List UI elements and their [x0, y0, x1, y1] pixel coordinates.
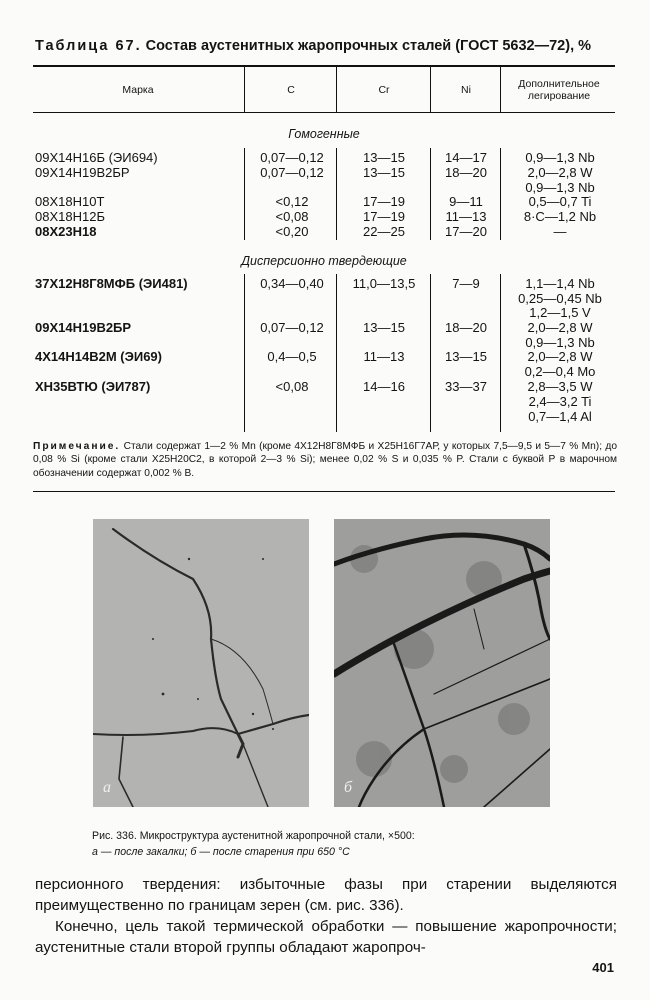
table-row-additional: 0,7—1,4 Al: [528, 409, 592, 424]
table-row-c: <0,20: [275, 224, 309, 239]
table-row-cr: 17—19: [363, 194, 405, 209]
table-row-grade: 09Х14Н16Б (ЭИ694): [35, 150, 158, 165]
figure-caption-line1: Рис. 336. Микроструктура аустенитной жаропрочной стали, ×500:: [92, 830, 415, 842]
page-number: 401: [592, 960, 614, 975]
header-divider: [336, 67, 337, 112]
table-row-cr: 14—16: [363, 379, 405, 394]
micrograph-a: [93, 519, 309, 807]
table-row-grade: 09Х14Н19В2БР: [35, 320, 132, 335]
micrograph-a-label: а: [103, 779, 111, 796]
table-row-ni: 14—17: [445, 150, 487, 165]
table-row-additional: 2,0—2,8 W: [527, 349, 593, 364]
table-row-grade: ХН35ВТЮ (ЭИ787): [35, 379, 151, 394]
table-note: [33, 440, 617, 480]
table-row-additional: 0,2—0,4 Mo: [524, 364, 596, 379]
table-caption-text: Состав аустенитных жаропрочных сталей (ГОСТ 5632—72), %: [145, 38, 592, 54]
table-row-c: 0,07—0,12: [260, 320, 324, 335]
table-row-additional: 2,0—2,8 W: [527, 320, 593, 335]
table-row-c: 0,4—0,5: [267, 349, 317, 364]
table-row-c: 0,34—0,40: [260, 276, 324, 291]
body-divider: [336, 274, 337, 432]
micrograph-b-image: [334, 519, 550, 807]
table-note-label: Примечание.: [33, 441, 121, 452]
micrograph-b-label: б: [344, 779, 353, 796]
header-divider: [430, 67, 431, 112]
column-header-additional: Дополнительное легирование: [518, 77, 600, 102]
table-row-ni: 17—20: [445, 224, 487, 239]
column-header-ni: Ni: [461, 83, 471, 96]
header-divider: [500, 67, 501, 112]
table-row-grade: 4Х14Н14В2М (ЭИ69): [35, 349, 162, 364]
body-divider: [500, 274, 501, 432]
table-row-additional: 8·C—1,2 Nb: [523, 209, 597, 224]
table-row-additional: 2,8—3,5 W: [527, 379, 593, 394]
table-row-c: <0,08: [275, 379, 309, 394]
table-row-ni: 33—37: [445, 379, 487, 394]
table-row-additional: 1,2—1,5 V: [529, 305, 591, 320]
table-row-ni: 11—13: [445, 209, 487, 224]
header-divider: [244, 67, 245, 112]
table-row-grade: 08Х23Н18: [35, 224, 97, 239]
table-row-additional: 0,9—1,3 Nb: [525, 335, 595, 350]
body-paragraph-1: персионного твердения: избыточные фазы при старении выделяются преимущественно по границам зерен (см. рис. 336).: [35, 876, 617, 914]
table-row-ni: 9—11: [449, 194, 483, 209]
micrograph-a-image: [93, 519, 309, 807]
table-row-additional: —: [553, 224, 567, 239]
table-row-c: <0,08: [275, 209, 309, 224]
table-row-grade: 37Х12Н8Г8МФБ (ЭИ481): [35, 276, 188, 291]
micrograph-b: [334, 519, 550, 807]
table-row-ni: 18—20: [445, 320, 487, 335]
group-title-dispersion: Дисперсионно твердеющие: [241, 254, 407, 268]
table-row-additional: 2,0—2,8 W: [527, 165, 593, 180]
table-row-c: <0,12: [275, 194, 309, 209]
table-row-cr: 13—15: [363, 320, 405, 335]
table-row-additional: 0,9—1,3 Nb: [525, 180, 595, 195]
table-note-text: Стали содержат 1—2 % Mn (кроме 4Х12Н8Г8МФБ и Х25Н16Г7АР, у которых 7,5—9,5 и 5—7 % Mn); до 0,08 % Si (кроме стали Х25Н20С2, в которой 2—3 % Si); менее 0,02 % S и 0,035 % P. Стали с буквой Р в марочном обозначении содержат 0,002 % B.: [33, 441, 617, 479]
table-row-cr: 11,0—13,5: [352, 276, 416, 291]
figure-caption-line2: а — после закалки; б — после старения при 650 °C: [92, 846, 350, 858]
table-caption: [35, 38, 625, 54]
body-divider: [336, 148, 337, 240]
table-row-ni: 7—9: [452, 276, 480, 291]
table-row-grade: 09Х14Н19В2БР: [35, 165, 130, 180]
table-row-additional: 0,5—0,7 Ti: [528, 194, 592, 209]
table-row-cr: 13—15: [363, 150, 405, 165]
table-row-ni: 13—15: [445, 349, 487, 364]
column-header-grade: Марка: [122, 83, 154, 96]
body-divider: [244, 148, 245, 240]
table-row-c: 0,07—0,12: [260, 150, 324, 165]
table-caption-label: Таблица 67.: [35, 38, 142, 54]
table-row-additional: 2,4—3,2 Ti: [528, 394, 592, 409]
table-row-grade: 08Х18Н12Б: [35, 209, 105, 224]
table-row-cr: 11—13: [363, 349, 405, 364]
body-divider: [244, 274, 245, 432]
body-divider: [430, 274, 431, 432]
table-header-rule: [33, 112, 615, 113]
table-row-grade: 08Х18Н10Т: [35, 194, 105, 209]
figure-caption: [92, 828, 562, 860]
column-header-cr: Cr: [378, 83, 390, 96]
body-divider: [500, 148, 501, 240]
body-paragraph-2: Конечно, цель такой термической обработки — повышение жаропрочности; аустенитные стали второй группы обладают жаропроч-: [35, 918, 617, 956]
column-header-c: C: [287, 83, 295, 96]
table-row-cr: 22—25: [363, 224, 405, 239]
table-row-c: 0,07—0,12: [260, 165, 324, 180]
table-row-additional: 0,25—0,45 Nb: [518, 291, 602, 306]
table-row-cr: 13—15: [363, 165, 405, 180]
body-divider: [430, 148, 431, 240]
group-title-homogeneous: Гомогенные: [288, 127, 360, 141]
table-bottom-rule: [33, 491, 615, 492]
table-row-additional: 1,1—1,4 Nb: [525, 276, 595, 291]
table-row-additional: 0,9—1,3 Nb: [525, 150, 595, 165]
table-row-cr: 17—19: [363, 209, 405, 224]
table-row-ni: 18—20: [445, 165, 487, 180]
